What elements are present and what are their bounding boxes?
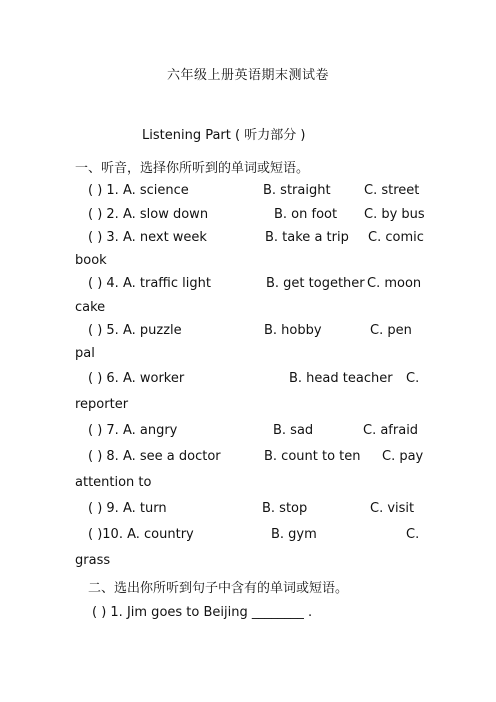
q8-lead: ( ) 8. A. see a doctor [88,449,221,464]
q2-lead: ( ) 2. A. slow down [88,207,209,222]
q4-option-c: C. moon [367,276,422,291]
section1-heading: 一、听音，选择你所听到的单词或短语。 [75,161,310,176]
q4-wrap: cake [75,300,106,315]
q1-lead: ( ) 1. A. science [88,183,189,198]
q1-option-c: C. street [364,183,420,198]
q4-option-b: B. get together [266,276,365,291]
q5-lead: ( ) 5. A. puzzle [88,323,182,338]
q7-option-c: C. afraid [363,423,419,438]
q7-lead: ( ) 7. A. angry [88,423,178,438]
q10-option-c: C. [406,527,420,542]
s2-q1: ( ) 1. Jim goes to Beijing ________ . [92,605,313,620]
q7-option-b: B. sad [273,423,314,438]
q8-wrap: attention to [75,475,152,490]
q5-wrap: pal [75,346,95,361]
q3-option-b: B. take a trip [265,230,349,245]
q6-option-c: C. [406,371,420,386]
q9-option-c: C. visit [370,501,415,516]
q10-wrap: grass [75,553,111,568]
q4-lead: ( ) 4. A. traffic light [88,276,211,291]
listening-subtitle: Listening Part ( 听力部分 ) [142,128,306,143]
q6-option-b: B. head teacher [289,371,393,386]
q9-lead: ( ) 9. A. turn [88,501,167,516]
q3-option-c: C. comic [368,230,424,245]
q1-option-b: B. straight [263,183,331,198]
page-title: 六年级上册英语期末测试卷 [166,68,329,83]
q8-option-b: B. count to ten [264,449,361,464]
q2-option-c: C. by bus [364,207,425,222]
q10-lead: ( )10. A. country [88,527,194,542]
q2-option-b: B. on foot [274,207,338,222]
q6-lead: ( ) 6. A. worker [88,371,185,386]
q3-lead: ( ) 3. A. next week [88,230,207,245]
q5-option-c: C. pen [370,323,412,338]
q8-option-c: C. pay [382,449,424,464]
section2-heading: 二、选出你所听到句子中含有的单词或短语。 [88,581,349,596]
q6-wrap: reporter [75,397,129,412]
q10-option-b: B. gym [271,527,317,542]
q9-option-b: B. stop [262,501,308,516]
q5-option-b: B. hobby [264,323,322,338]
q3-wrap: book [75,253,107,268]
